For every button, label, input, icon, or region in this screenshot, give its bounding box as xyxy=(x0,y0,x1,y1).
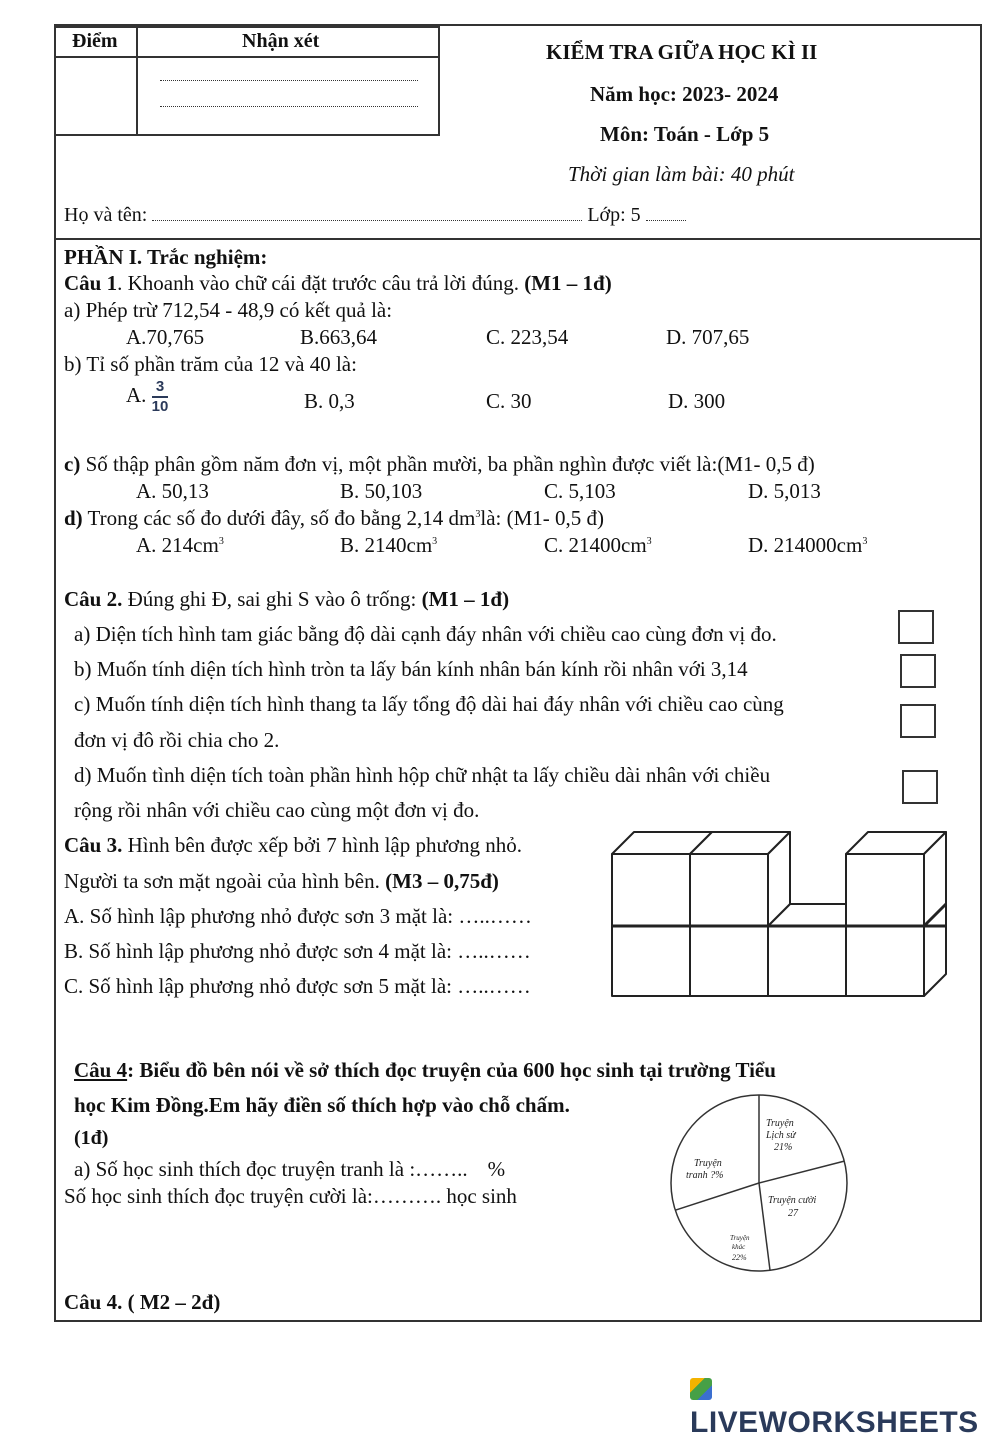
label-lich-su-value: 21% xyxy=(774,1142,793,1153)
q4-item-b[interactable]: Số học sinh thích đọc truyện cười là:………. học sinh xyxy=(64,1184,517,1208)
label-tranh-1: Truyện xyxy=(694,1158,722,1169)
q4b-heading: Câu 4. ( M2 – 2đ) xyxy=(64,1290,221,1314)
label-tranh-2: tranh ?% xyxy=(686,1170,724,1181)
q3-heading: Câu 3. Hình bên được xếp bởi 7 hình lập phương nhỏ. xyxy=(64,833,522,857)
class-label: Lớp: 5 xyxy=(587,204,641,226)
q1d-option-c[interactable]: C. $21400cm^3$ xyxy=(544,533,652,557)
q1d-option-d[interactable]: D. $214000cm^3$ xyxy=(748,533,868,557)
score-label: Điểm xyxy=(72,30,118,52)
q1b-option-c[interactable]: C. 30 xyxy=(486,389,532,413)
q1b-option-a-prefix: A. xyxy=(126,382,147,407)
q2-item-a: a) Diện tích hình tam giác bằng độ dài cạnh đáy nhân với chiều cao cùng đơn vị đo. xyxy=(74,622,777,646)
comment-line-1[interactable] xyxy=(160,80,418,81)
q1a-option-b[interactable]: B.663,64 xyxy=(300,325,378,349)
q1-heading xyxy=(64,271,612,296)
q1-label: Câu 1 xyxy=(64,271,118,295)
liveworksheets-logo-icon xyxy=(690,1378,712,1400)
q1-text: . Khoanh vào chữ cái đặt trước câu trả lời đúng. xyxy=(117,271,519,295)
score-box xyxy=(54,26,440,136)
subject: Môn: Toán - Lớp 5 xyxy=(600,122,770,146)
student-name-row xyxy=(64,204,686,227)
comment-line-2[interactable] xyxy=(160,106,418,107)
school-year: Năm học: 2023- 2024 xyxy=(590,82,779,106)
q4-item-a[interactable]: a) Số học sinh thích đọc truyện tranh là :…….. % xyxy=(74,1157,506,1181)
q1-mark: (M1 – 1đ) xyxy=(524,271,612,295)
q2-item-c: c) Muốn tính diện tích hình thang ta lấy tổng độ dài hai đáy nhân với chiều cao cùng xyxy=(74,692,784,716)
q2-item-d-cont: rộng rồi nhân với chiều cao cùng một đơn vị đo. xyxy=(74,798,480,822)
q3-item-b[interactable]: B. Số hình lập phương nhỏ được sơn 4 mặt là: …..…… xyxy=(64,939,531,963)
name-field[interactable] xyxy=(152,206,582,221)
q1c-option-b[interactable]: B. 50,103 xyxy=(340,479,423,503)
label-khac-1: Truyện xyxy=(730,1234,750,1242)
part1-title: PHẦN I. Trắc nghiệm: xyxy=(64,245,268,269)
q1a-prompt: a) Phép trừ 712,54 - 48,9 có kết quả là: xyxy=(64,298,393,322)
label-khac-value: 22% xyxy=(732,1253,747,1262)
label-truyen-cuoi: Truyện cười xyxy=(768,1195,817,1206)
answer-box-c[interactable] xyxy=(900,704,936,738)
name-label: Họ và tên: xyxy=(64,204,148,226)
q2-item-c-cont: đơn vị đô rồi chia cho 2. xyxy=(74,728,280,752)
class-field[interactable] xyxy=(646,206,686,221)
q1a-option-d[interactable]: D. 707,65 xyxy=(666,325,750,349)
answer-box-b[interactable] xyxy=(900,654,936,688)
q1d-prompt: d) Trong các số đo dưới đây, số đo bằng 2,14 $dm^3là$: (M1- 0,5 đ) xyxy=(64,506,605,530)
exam-title: KIỂM TRA GIỮA HỌC KÌ II xyxy=(546,40,818,64)
q2-item-d: d) Muốn tình diện tích toàn phần hình hộp chữ nhật ta lấy chiều dài nhân với chiều xyxy=(74,763,771,787)
comment-label: Nhận xét xyxy=(242,30,320,52)
q3-item-a[interactable]: A. Số hình lập phương nhỏ được sơn 3 mặt là: …..…… xyxy=(64,904,532,928)
q1b-option-d[interactable]: D. 300 xyxy=(668,389,726,413)
q2-heading: Câu 2. Đúng ghi Đ, sai ghi S vào ô trống: (M1 – 1đ) xyxy=(64,587,510,611)
label-truyen-cuoi-value: 27 xyxy=(788,1208,798,1219)
q4-heading-line1: Câu 4: Biểu đồ bên nói về sở thích đọc truyện của 600 học sinh tại trường Tiểu xyxy=(74,1058,776,1082)
q2-item-b: b) Muốn tính diện tích hình tròn ta lấy bán kính nhân bán kính rồi nhân với 3,14 xyxy=(74,657,748,681)
header-divider xyxy=(54,238,982,240)
q1b-option-a[interactable] xyxy=(126,378,168,416)
duration: Thời gian làm bài: 40 phút xyxy=(568,162,795,186)
q1a-option-a[interactable]: A.70,765 xyxy=(126,325,205,349)
q1d-option-a[interactable]: A. $214cm^3$ xyxy=(136,533,224,557)
q1d-option-b[interactable]: B. $2140cm^3$ xyxy=(340,533,438,557)
answer-box-d[interactable] xyxy=(902,770,938,804)
cubes-figure xyxy=(608,828,953,1000)
q1c-option-a[interactable]: A. 50,13 xyxy=(136,479,209,503)
pie-chart xyxy=(664,1088,854,1278)
q1b-option-b[interactable]: B. 0,3 xyxy=(304,389,355,413)
label-lich-su-1: Truyện xyxy=(766,1118,794,1129)
q3-item-c[interactable]: C. Số hình lập phương nhỏ được sơn 5 mặt là: …..…… xyxy=(64,974,531,998)
q4-heading-line2: học Kim Đồng.Em hãy điền số thích hợp vào chỗ chấm. xyxy=(74,1093,570,1117)
fraction-3-10: $\frac{3}{10}$ xyxy=(151,378,169,415)
q1c-option-c[interactable]: C. 5,103 xyxy=(544,479,616,503)
q1a-option-c[interactable]: C. 223,54 xyxy=(486,325,569,349)
q1b-prompt: b) Tỉ số phần trăm của 12 và 40 là: xyxy=(64,352,357,376)
q1c-prompt: c) Số thập phân gồm năm đơn vị, một phần mười, ba phần nghìn được viết là:(M1- 0,5 đ) xyxy=(64,452,815,476)
liveworksheets-brand[interactable]: LIVEWORKSHEETS xyxy=(690,1372,1000,1440)
label-khac-2: khác xyxy=(732,1243,746,1251)
label-lich-su-2: Lịch sử xyxy=(766,1130,796,1141)
answer-box-a[interactable] xyxy=(898,610,934,644)
q3-line2: Người ta sơn mặt ngoài của hình bên. (M3 – 0,75đ) xyxy=(64,869,499,893)
q1c-option-d[interactable]: D. 5,013 xyxy=(748,479,821,503)
q4-mark: (1đ) xyxy=(74,1127,109,1149)
